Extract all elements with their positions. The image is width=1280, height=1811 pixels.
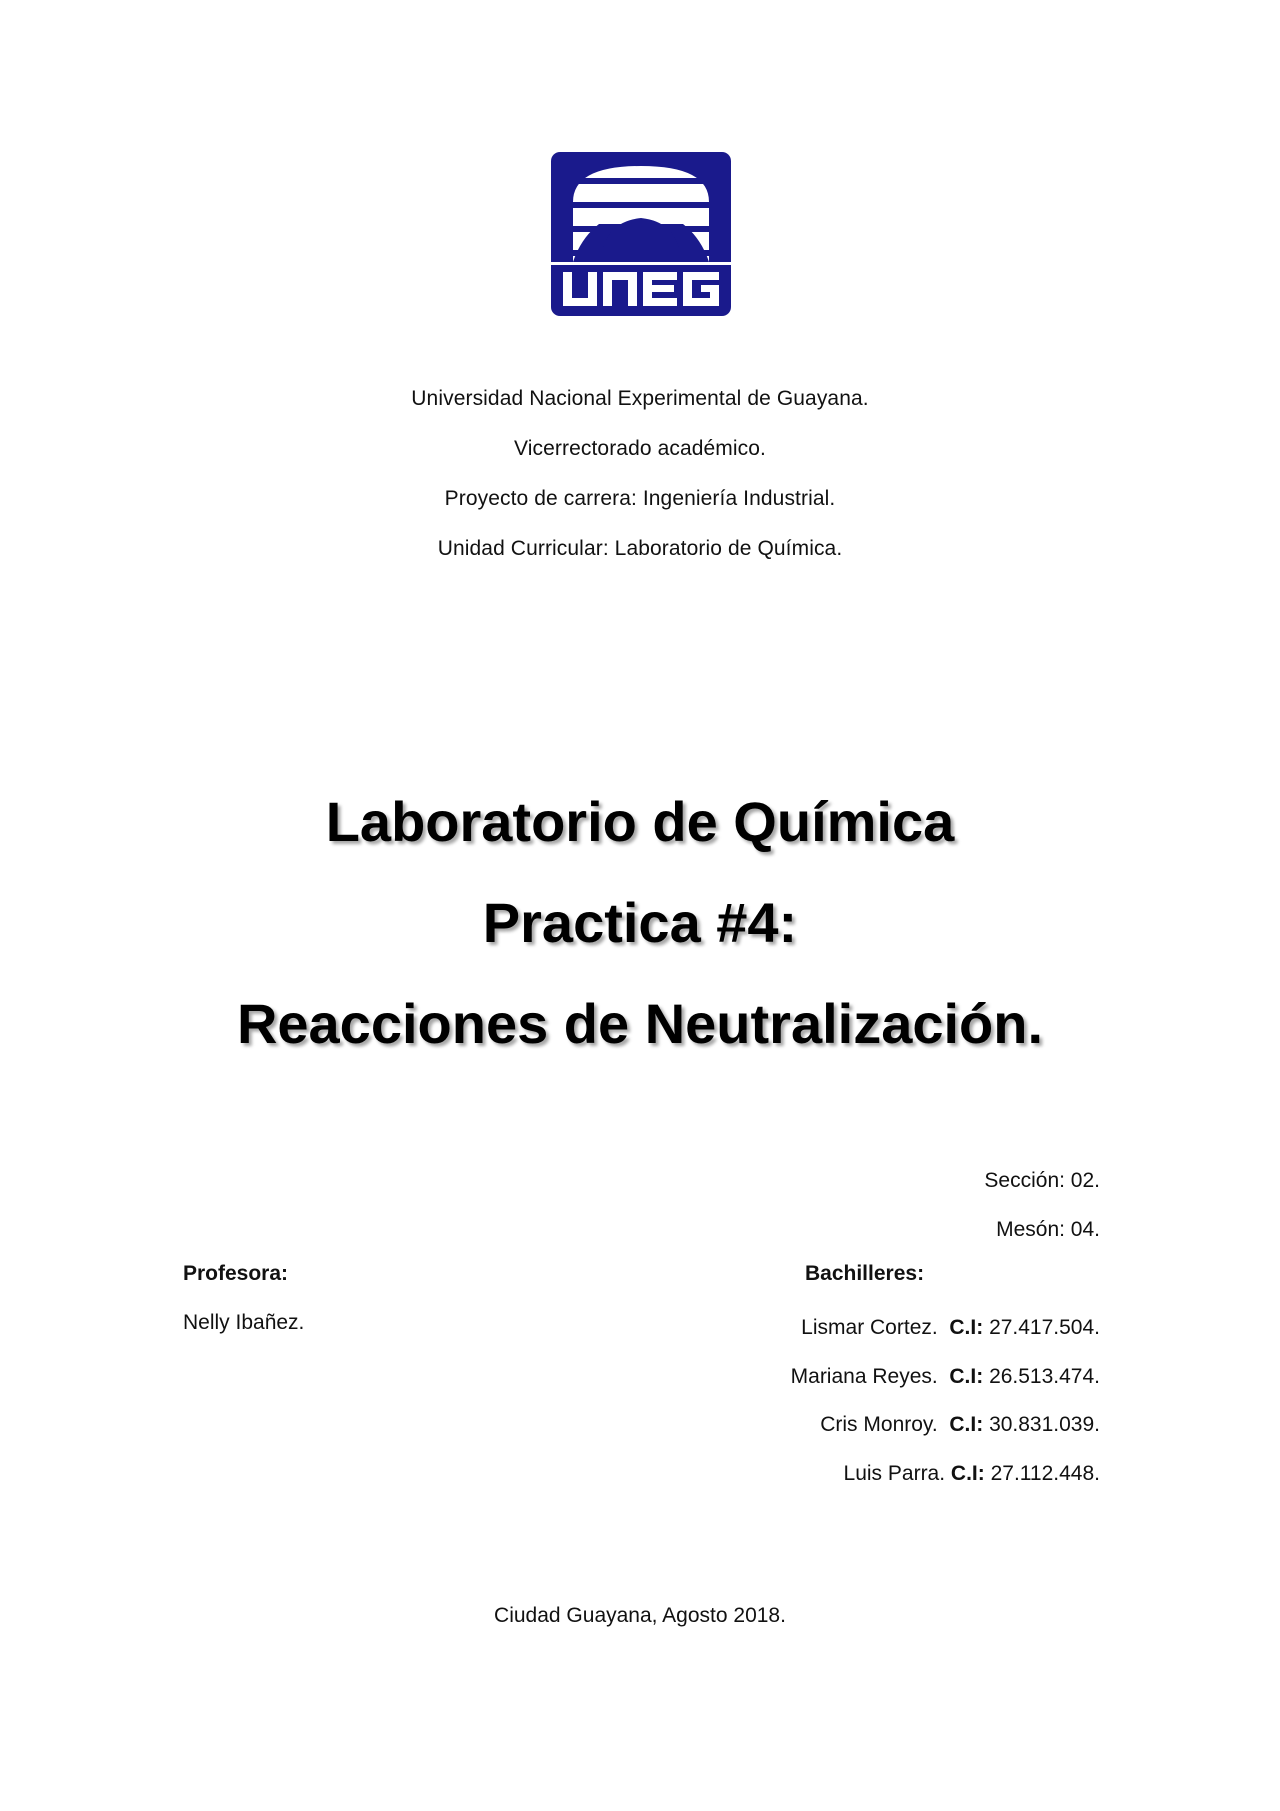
vice-rectorate: Vicerrectorado académico.: [514, 437, 766, 460]
student-name: Lismar Cortez.: [801, 1316, 938, 1339]
student-name: Luis Parra.: [843, 1461, 946, 1485]
uneg-logo: [551, 152, 731, 316]
document-title: [0, 786, 1280, 1089]
title-line-topic: Reacciones de Neutralización.: [236, 992, 1044, 1055]
student-ci: 30.831.039.: [989, 1413, 1100, 1436]
student-ci: 27.112.448.: [990, 1461, 1100, 1485]
ci-label: C.I: [949, 1413, 977, 1436]
student-ci: 27.417.504.: [989, 1316, 1100, 1339]
university-name: Universidad Nacional Experimental de Guayana.: [411, 387, 869, 410]
ci-label: C.I: [949, 1316, 977, 1339]
student-ci: 26.513.474.: [989, 1364, 1100, 1388]
bench-number: Mesón: 04.: [996, 1218, 1100, 1241]
section-number: Sección: 02.: [984, 1169, 1100, 1192]
student-name: Cris Monroy.: [820, 1413, 938, 1436]
list-item: Luis Parra. C.I: 27.112.448.: [843, 1461, 1100, 1485]
section-info: [984, 1164, 1100, 1262]
ci-label: C.I: [950, 1461, 978, 1485]
students-label: Bachilleres:: [805, 1262, 925, 1285]
career-project: Proyecto de carrera: Ingeniería Industrial.: [444, 487, 836, 510]
professor-name: Nelly Ibañez.: [183, 1311, 305, 1334]
title-line-course: Laboratorio de Química: [325, 790, 955, 853]
list-item: Cris Monroy. C.I: 30.831.039.: [820, 1413, 1100, 1436]
list-item: Lismar Cortez. C.I: 27.417.504.: [801, 1316, 1100, 1339]
student-name: Mariana Reyes.: [790, 1364, 938, 1388]
place-date: Ciudad Guayana, Agosto 2018.: [494, 1604, 786, 1627]
institution-header: [0, 382, 1280, 582]
professor-label: Profesora:: [183, 1262, 289, 1285]
title-line-practice: Practica #4:: [482, 891, 798, 954]
curricular-unit: Unidad Curricular: Laboratorio de Química.: [437, 537, 843, 560]
students-list: [791, 1311, 1100, 1505]
ci-label: C.I: [949, 1364, 977, 1388]
list-item: Mariana Reyes. C.I: 26.513.474.: [790, 1364, 1100, 1388]
